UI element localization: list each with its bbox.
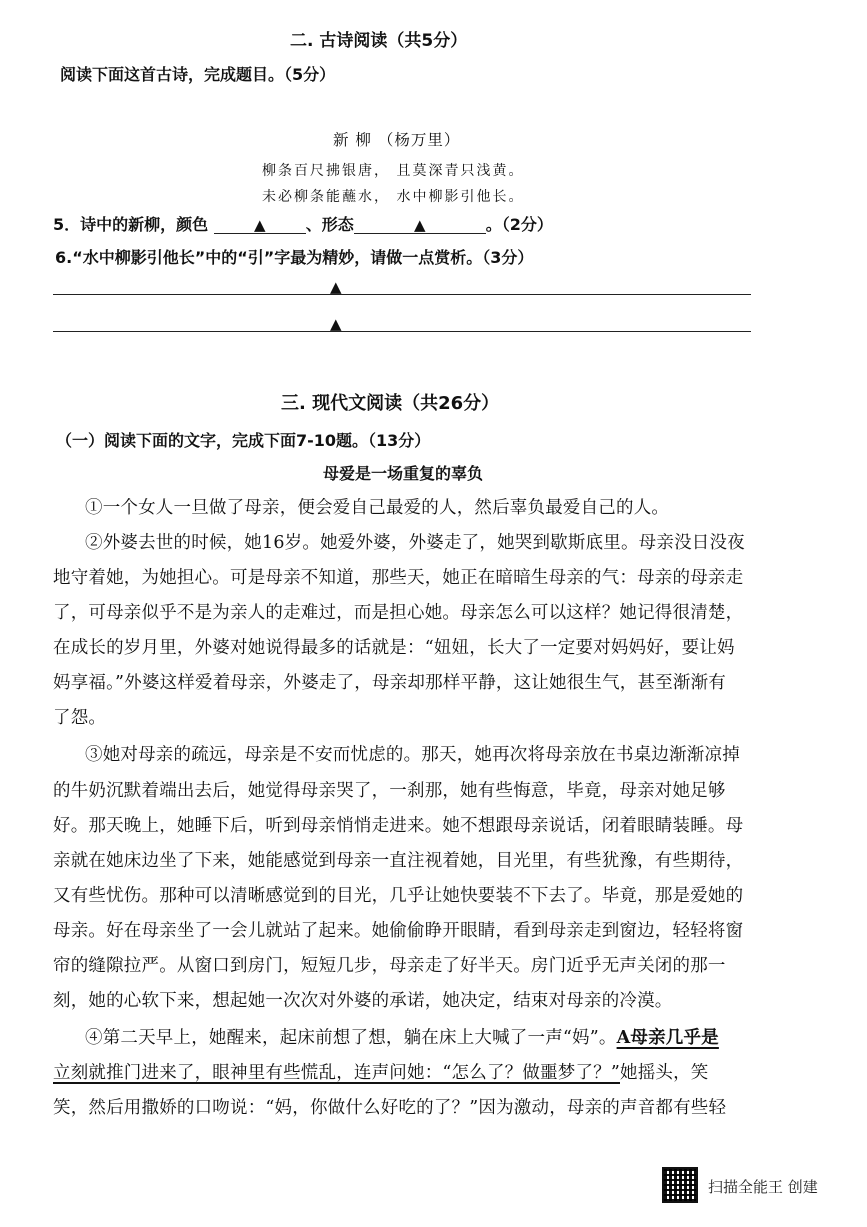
answer-blank-color[interactable]: ▲ bbox=[214, 215, 306, 234]
scanner-watermark: 扫描全能王 创建 bbox=[708, 1178, 818, 1196]
paragraph-4-text-2: 她摇头，笑 bbox=[620, 1063, 709, 1083]
paragraph-2-line-1: ②外婆去世的时候，她16岁。她爱外婆，外婆走了，她哭到歇斯底里。母亲没日没夜 bbox=[85, 533, 745, 553]
answer-marker-1: ▲ bbox=[330, 278, 342, 296]
paragraph-2-line-6: 了怨。 bbox=[53, 708, 107, 728]
paragraph-4-line-3: 笑，然后用撒娇的口吻说：“妈，你做什么好吃的了？”因为激动，母亲的声音都有些轻 bbox=[53, 1098, 727, 1118]
section2-heading: 二. 古诗阅读（共5分） bbox=[290, 31, 468, 51]
paragraph-2-line-3: 了，可母亲似乎不是为亲人的走难过，而是担心她。母亲怎么可以这样？她记得很清楚， bbox=[53, 603, 744, 623]
poem-line-1: 柳条百尺拂银唐， 且莫深青只浅黄。 bbox=[262, 163, 525, 179]
section3-heading: 三. 现代文阅读（共26分） bbox=[281, 393, 500, 414]
section2-instruction: 阅读下面这首古诗，完成题目。（5分） bbox=[60, 65, 336, 84]
underlined-sentence-a: A母亲几乎是 bbox=[616, 1028, 719, 1048]
paragraph-4-line-2 bbox=[53, 1059, 709, 1084]
paragraph-2-line-2: 地守着她，为她担心。可是母亲不知道，那些天，她正在暗暗生母亲的气：母亲的母亲走 bbox=[53, 568, 744, 588]
poem-line-2: 未必柳条能蘸水， 水中柳影引他长。 bbox=[262, 189, 525, 205]
paragraph-2-line-5: 妈享福。”外婆这样爱着母亲，外婆走了，母亲却那样平静，这让她很生气，甚至渐渐有 bbox=[53, 673, 726, 693]
paragraph-3-line-6: 母亲。好在母亲坐了一会儿就站了起来。她偷偷睁开眼睛，看到母亲走到窗边，轻轻将窗 bbox=[53, 921, 744, 941]
poem-title: 新 柳 （杨万里） bbox=[333, 131, 461, 149]
question-5-text-c: 。（2分） bbox=[485, 215, 553, 234]
question-5-text-a: 5．诗中的新柳，颜色 bbox=[53, 215, 214, 234]
paragraph-3-line-2: 的牛奶沉默着端出去后，她觉得母亲哭了，一刹那，她有些悔意，毕竟，母亲对她足够 bbox=[53, 781, 726, 801]
paragraph-3-line-8: 刻，她的心软下来，想起她一次次对外婆的承诺，她决定，结束对母亲的冷漠。 bbox=[53, 991, 673, 1011]
paragraph-3-line-4: 亲就在她床边坐了下来，她能感觉到母亲一直注视着她，目光里，有些犹豫，有些期待， bbox=[53, 851, 744, 871]
question-6: 6.“水中柳影引他长”中的“引”字最为精妙，请做一点赏析。（3分） bbox=[55, 248, 534, 267]
paragraph-4-line-1 bbox=[85, 1024, 719, 1049]
paragraph-2-line-4: 在成长的岁月里，外婆对她说得最多的话就是：“妞妞，长大了一定要对妈妈好，要让妈 bbox=[53, 638, 735, 658]
article-title: 母爱是一场重复的辜负 bbox=[323, 464, 484, 483]
paragraph-3-line-3: 好。那天晚上，她睡下后，听到母亲悄悄走进来。她不想跟母亲说话，闭着眼睛装睡。母 bbox=[53, 816, 744, 836]
answer-marker-2: ▲ bbox=[330, 315, 342, 333]
qr-code-icon bbox=[662, 1167, 698, 1203]
paragraph-1: ①一个女人一旦做了母亲，便会爱自己最爱的人，然后辜负最爱自己的人。 bbox=[85, 498, 670, 518]
paragraph-3-line-7: 帘的缝隙拉严。从窗口到房门，短短几步，母亲走了好半天。房门近乎无声关闭的那一 bbox=[53, 956, 726, 976]
question-5-text-b: 、形态 bbox=[305, 215, 354, 234]
answer-line-2[interactable] bbox=[53, 331, 751, 332]
answer-line-1[interactable] bbox=[53, 294, 751, 295]
question-5 bbox=[53, 212, 553, 235]
paragraph-3-line-1: ③她对母亲的疏远，母亲是不安而忧虑的。那天，她再次将母亲放在书桌边渐渐凉掉 bbox=[85, 745, 740, 765]
underlined-sentence-a-cont: 立刻就推门进来了，眼神里有些慌乱，连声问她：“怎么了？做噩梦了？” bbox=[53, 1063, 620, 1083]
paragraph-4-text: ④第二天早上，她醒来，起床前想了想，躺在床上大喊了一声“妈”。 bbox=[85, 1028, 617, 1048]
answer-blank-shape[interactable]: ▲ bbox=[354, 215, 486, 234]
paragraph-3-line-5: 又有些忧伤。那种可以清晰感觉到的目光，几乎让她快要装不下去了。毕竟，那是爱她的 bbox=[53, 886, 744, 906]
section3-instruction: （一）阅读下面的文字，完成下面7-10题。（13分） bbox=[56, 431, 431, 450]
